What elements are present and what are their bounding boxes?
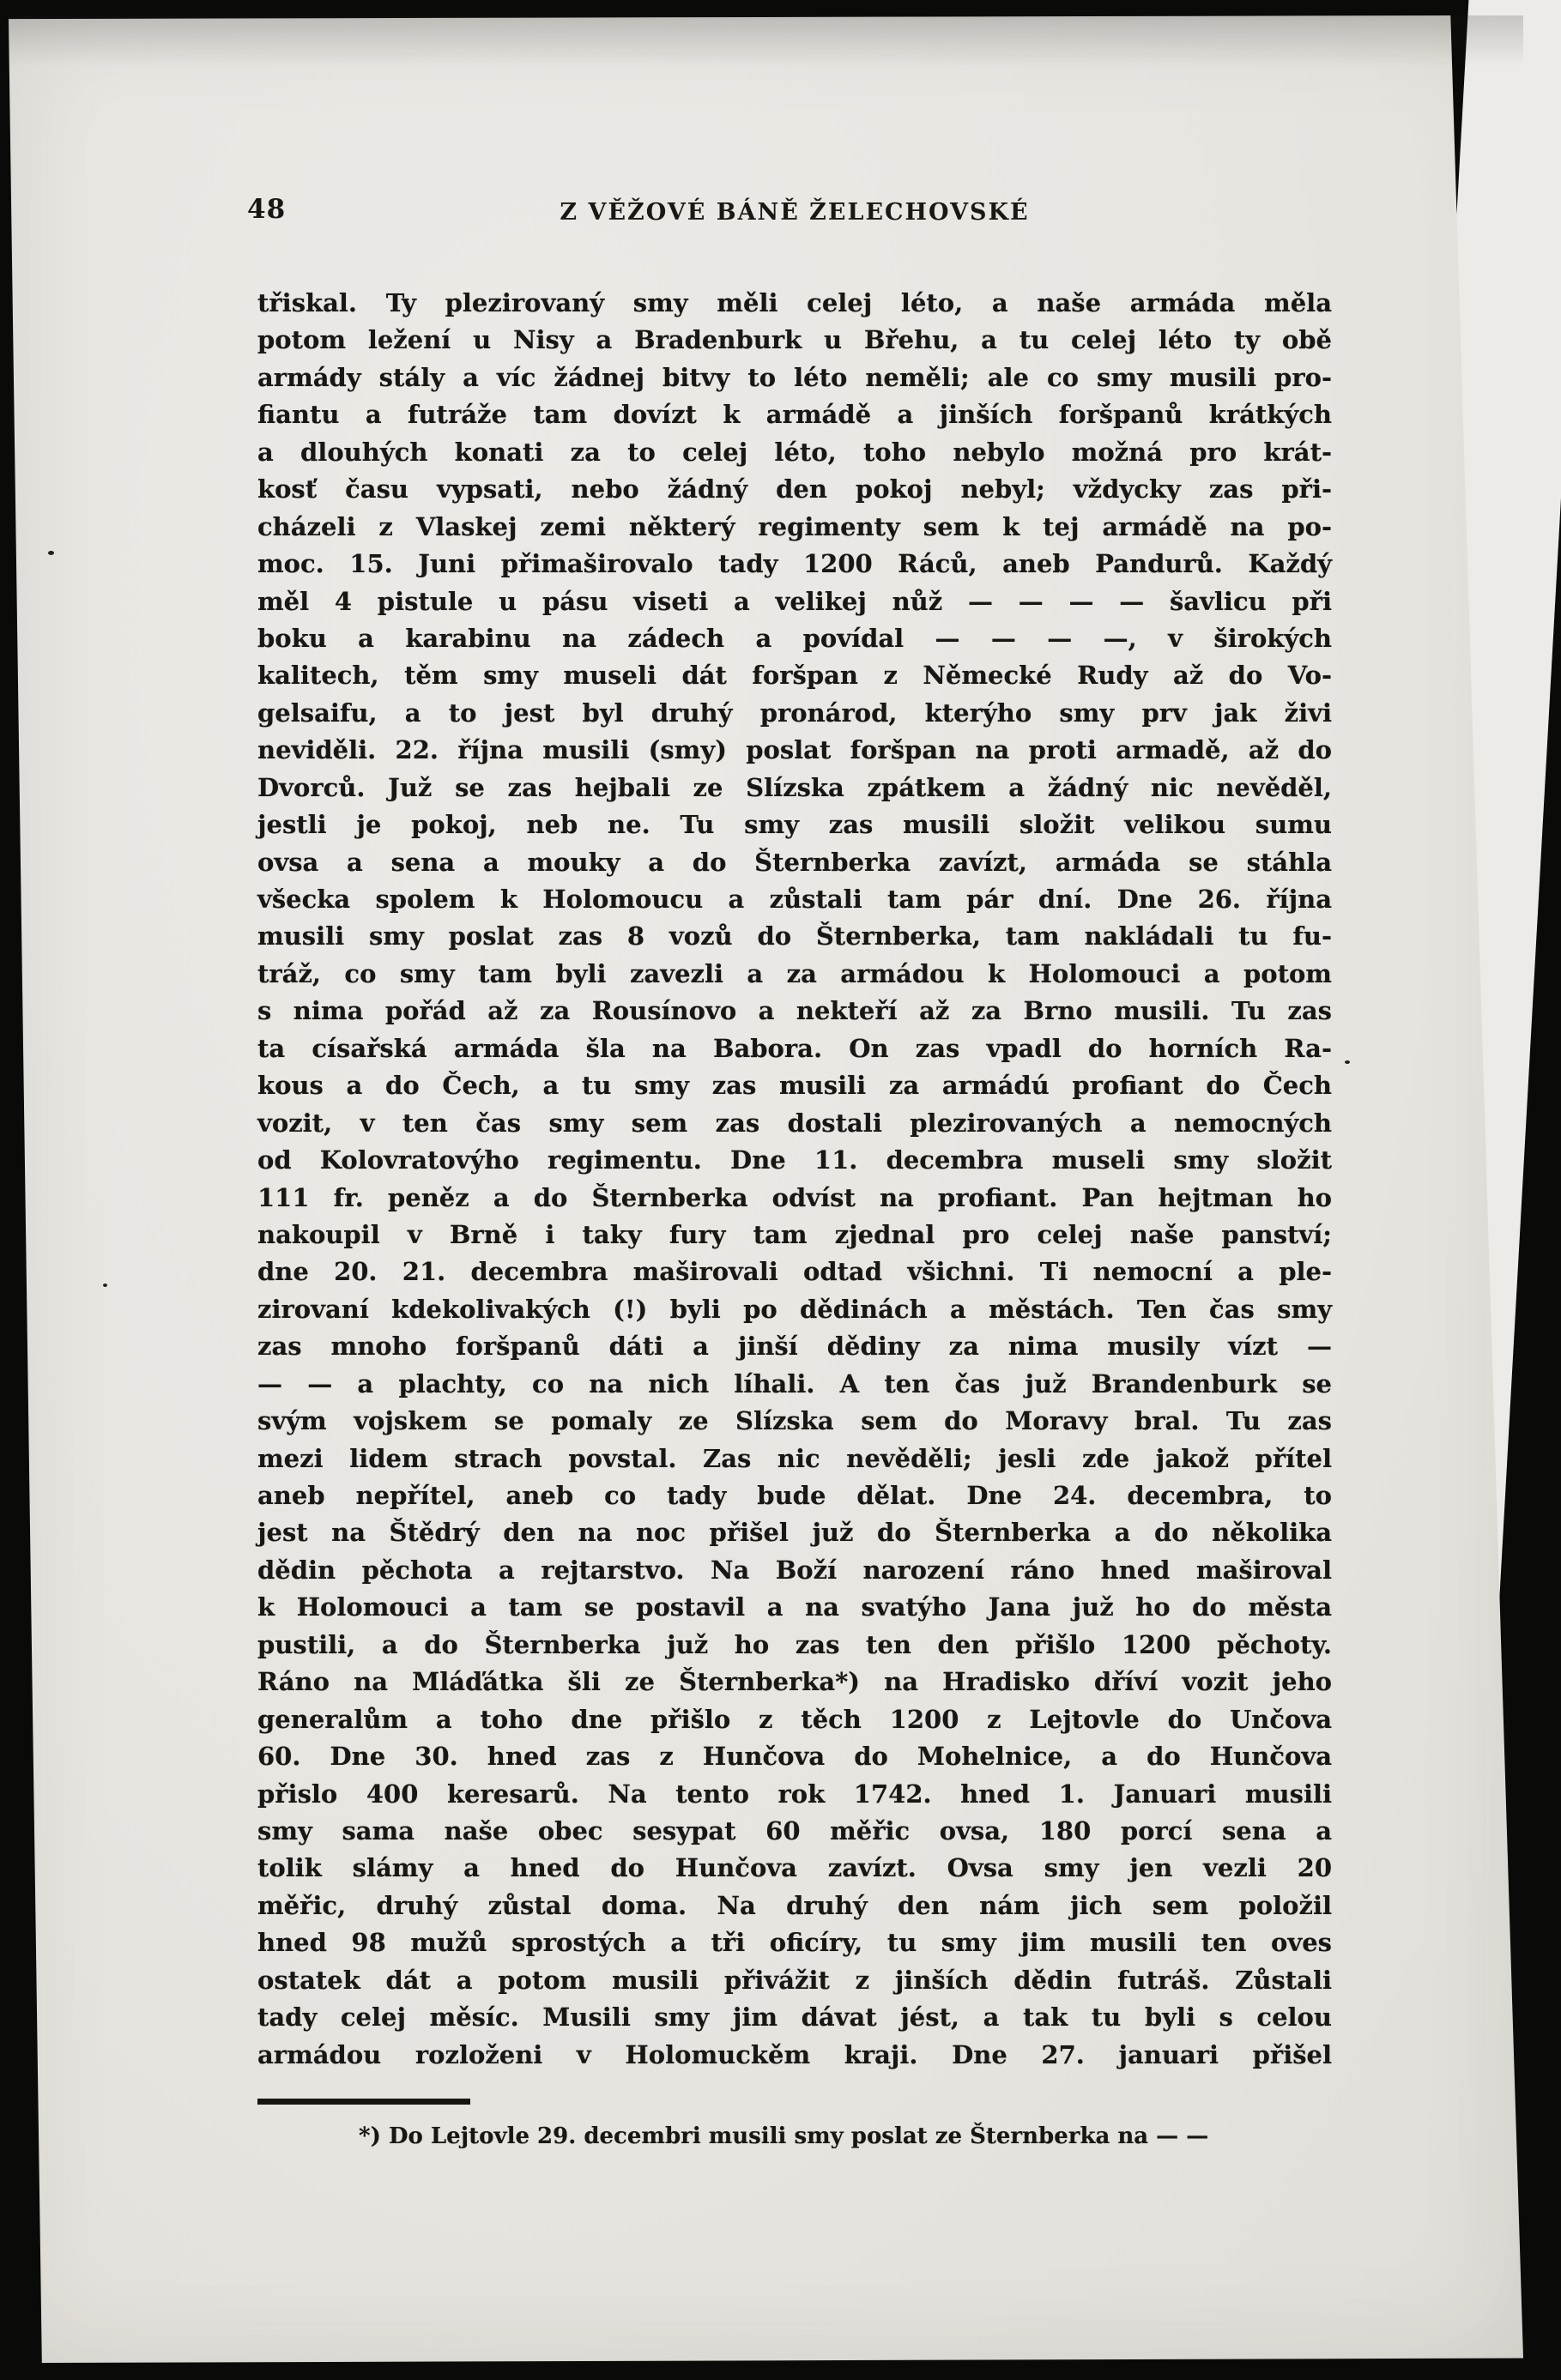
- text-line: zas mnoho foršpanů dáti a jinší dědiny za nima musily vízt —: [257, 1332, 1332, 1362]
- text-line: tolik slámy a hned do Hunčova zavízt. Ovsa smy jen vezli 20: [257, 1853, 1332, 1883]
- text-line: potom ležení u Nisy a Bradenburk u Břehu, a tu celej léto ty obě: [257, 325, 1332, 355]
- ink-speck: [1345, 1060, 1350, 1064]
- text-line: kosť času vypsati, nebo žádný den pokoj nebyl; vždycky zas při-: [257, 474, 1332, 504]
- text-line: moc. 15. Juni přimaširovalo tady 1200 Ráců, aneb Pandurů. Každý: [257, 549, 1332, 579]
- text-line: měřic, druhý zůstal doma. Na druhý den nám jich sem položil: [257, 1890, 1332, 1920]
- text-line: od Kolovratovýho regimentu. Dne 11. decembra museli smy složit: [257, 1145, 1332, 1175]
- text-line: kous a do Čech, a tu smy zas musili za armádú profiant do Čech: [257, 1071, 1332, 1101]
- ink-speck: [103, 1284, 107, 1287]
- text-line: jest na Štědrý den na noc přišel juž do Šternberka a do několika: [257, 1518, 1332, 1548]
- footnote-rule: [257, 2099, 470, 2105]
- text-line: Dvorců. Juž se zas hejbali ze Slízska zpátkem a žádný nic nevěděl,: [257, 772, 1332, 802]
- text-line: smy sama naše obec sesypat 60 měřic ovsa, 180 porcí sena a: [257, 1815, 1332, 1845]
- footnote-text: *) Do Lejtovle 29. decembri musili smy poslat ze Šternberka na — —: [359, 2123, 1209, 2149]
- text-line: tady celej měsíc. Musili smy jim dávat jést, a tak tu byli s celou: [257, 2002, 1332, 2033]
- text-line: mezi lidem strach povstal. Zas nic nevěděli; jesli zde jakož přítel: [257, 1443, 1332, 1473]
- text-line: všecka spolem k Holomoucu a zůstali tam pár dní. Dne 26. října: [257, 885, 1332, 914]
- text-line: ta císařská armáda šla na Babora. On zas vpadl do horních Ra-: [257, 1033, 1332, 1063]
- body-text: [257, 285, 1332, 2074]
- text-line: přislo 400 keresarů. Na tento rok 1742. hned 1. Januari musili: [257, 1779, 1332, 1809]
- text-line: ovsa a sena a mouky a do Šternberka zavízt, armáda se stáhla: [257, 847, 1332, 877]
- text-line: cházeli z Vlaskej zemi některý regimenty sem k tej armádě na po-: [257, 511, 1332, 541]
- text-line: zirovaní kdekolivakých (!) byli po dědinách a městách. Ten čas smy: [257, 1294, 1332, 1324]
- text-line: fiantu a futráže tam dovízt k armádě a jinších foršpanů krátkých: [257, 400, 1332, 430]
- text-line: s nima pořád až za Rousínovo a nekteří až za Brno musili. Tu zas: [257, 996, 1332, 1026]
- text-line: generalům a toho dne přišlo z těch 1200 z Lejtovle do Unčova: [257, 1704, 1332, 1734]
- text-line: a dlouhých konati za to celej léto, toho nebylo možná pro krát-: [257, 437, 1332, 467]
- text-line: dědin pěchota a rejtarstvo. Na Boží narození ráno hned maširoval: [257, 1555, 1332, 1585]
- text-line: musili smy poslat zas 8 vozů do Šternberka, tam nakládali tu fu-: [257, 921, 1332, 951]
- text-line: gelsaifu, a to jest byl druhý pronárod, kterýho smy prv jak živi: [257, 698, 1332, 728]
- text-line: třiskal. Ty plezirovaný smy měli celej léto, a naše armáda měla: [257, 288, 1332, 317]
- text-line: neviděli. 22. října musili (smy) poslat foršpan na proti armadě, až do: [257, 735, 1332, 765]
- text-line: jestli je pokoj, neb ne. Tu smy zas musili složit velikou sumu: [257, 810, 1332, 840]
- running-header: Z VĚŽOVÉ BÁNĚ ŽELECHOVSKÉ: [560, 199, 1030, 226]
- text-line: armádou rozloženi v Holomuckěm kraji. Dne 27. januari přišel: [257, 2039, 1332, 2069]
- text-line: nakoupil v Brně i taky fury tam zjednal pro celej naše panství;: [257, 1219, 1332, 1249]
- text-line: hned 98 mužů sprostých a tři oficíry, tu smy jim musili ten oves: [257, 1928, 1332, 1958]
- text-line: tráž, co smy tam byli zavezli a za armádou k Holomouci a potom: [257, 958, 1332, 988]
- text-line: svým vojskem se pomaly ze Slízska sem do Moravy bral. Tu zas: [257, 1406, 1332, 1436]
- text-line: boku a karabinu na zádech a povídal — — — —, v širokých: [257, 623, 1332, 653]
- text-line: měl 4 pistule u pásu viseti a velikej nůž — — — — šavlicu při: [257, 586, 1332, 616]
- text-line: pustili, a do Šternberka juž ho zas ten den přišlo 1200 pěchoty.: [257, 1629, 1332, 1659]
- text-line: 60. Dne 30. hned zas z Hunčova do Mohelnice, a do Hunčova: [257, 1742, 1332, 1772]
- text-line: vozit, v ten čas smy sem zas dostali plezirovaných a nemocných: [257, 1108, 1332, 1138]
- text-line: k Holomouci a tam se postavil a na svatýho Jana juž ho do města: [257, 1592, 1332, 1622]
- text-line: — — a plachty, co na nich líhali. A ten čas juž Brandenburk se: [257, 1368, 1332, 1398]
- text-line: aneb nepřítel, aneb co tady bude dělat. Dne 24. decembra, to: [257, 1481, 1332, 1510]
- text-line: dne 20. 21. decembra maširovali odtad všichni. Ti nemocní a ple-: [257, 1257, 1332, 1287]
- page-number: 48: [247, 194, 287, 225]
- text-line: ostatek dát a potom musili přivážit z jinších dědin futráš. Zůstali: [257, 1965, 1332, 1995]
- text-line: 111 fr. peněz a do Šternberka odvíst na profiant. Pan hejtman ho: [257, 1182, 1332, 1212]
- text-line: armády stály a víc žádnej bitvy to léto neměli; ale co smy musili pro-: [257, 362, 1332, 392]
- ink-speck: [48, 551, 54, 555]
- text-line: Ráno na Mláďátka šli ze Šternberka*) na Hradisko dříví vozit jeho: [257, 1667, 1332, 1697]
- text-line: kalitech, těm smy museli dát foršpan z Německé Rudy až do Vo-: [257, 661, 1332, 691]
